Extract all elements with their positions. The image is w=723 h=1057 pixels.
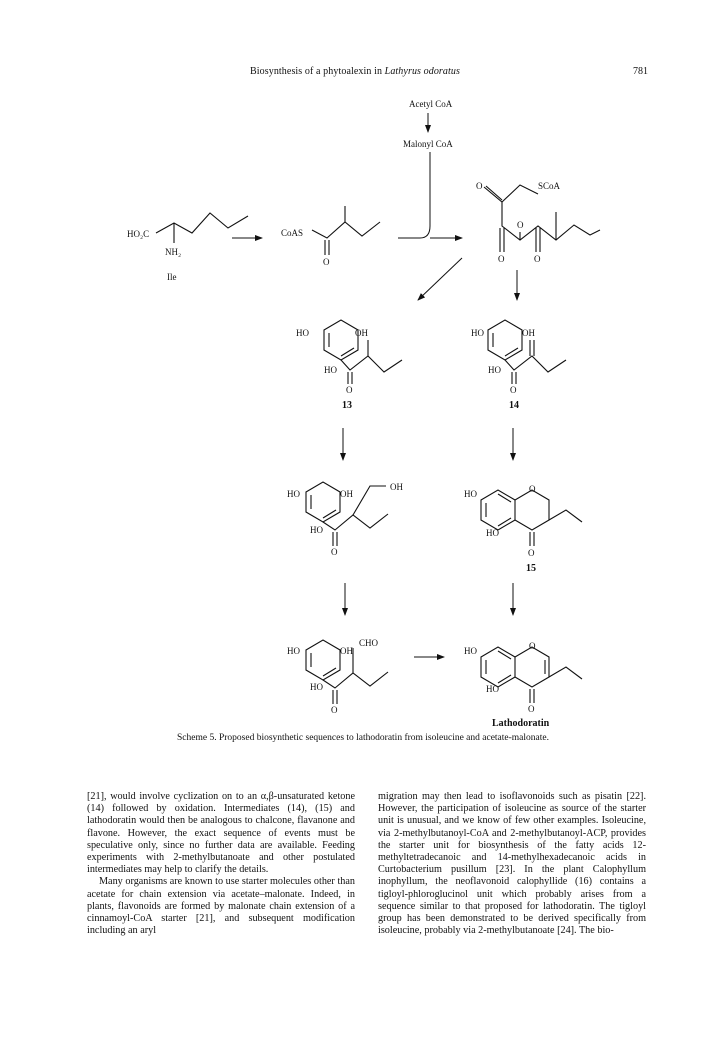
svg-text:HO: HO: [488, 365, 501, 375]
svg-text:HO: HO: [471, 328, 484, 338]
lathodoratin-structure: [464, 641, 582, 714]
svg-text:Ile: Ile: [167, 272, 177, 282]
svg-text:OH: OH: [522, 328, 535, 338]
svg-text:HO: HO: [464, 646, 477, 656]
page-number: 781: [633, 66, 648, 77]
lathodoratin-label: Lathodoratin: [492, 718, 550, 729]
svg-text:O: O: [498, 254, 505, 264]
compound-13-label: 13: [342, 400, 352, 411]
svg-text:OH: OH: [390, 482, 403, 492]
svg-text:HO: HO: [486, 528, 499, 538]
svg-text:HO: HO: [287, 646, 300, 656]
svg-text:HO: HO: [296, 328, 309, 338]
svg-text:HO: HO: [310, 682, 323, 692]
svg-text:O: O: [331, 705, 338, 715]
svg-text:O: O: [534, 254, 541, 264]
svg-text:HO₂C: HO₂C: [127, 229, 150, 239]
running-header-species: Lathyrus odoratus: [384, 66, 460, 77]
compound-14-label: 14: [509, 400, 519, 411]
running-header-text: Biosynthesis of a phytoalexin in: [249, 66, 385, 77]
arrow-to-13: [418, 258, 462, 300]
acetyl-coa-label: Acetyl CoA: [409, 99, 453, 109]
methylbutanoyl-coa-structure: [281, 206, 380, 267]
aldehyde-intermediate-structure: [287, 638, 388, 715]
compound-15-label: 15: [526, 563, 536, 574]
svg-text:CoAS: CoAS: [281, 228, 304, 238]
svg-text:HO: HO: [324, 365, 337, 375]
hydroxy-intermediate-structure: [287, 482, 403, 557]
svg-text:O: O: [517, 220, 524, 230]
svg-text:O: O: [528, 704, 535, 714]
compound-15-structure: [464, 484, 582, 558]
svg-text:NH₂: NH₂: [165, 247, 182, 257]
paragraph: Many organisms are known to use starter molecules other than acetate for chain extension via acetate–malonate. Indeed, in plants, flavonoids are formed by malonate chain extension of a cinnamoyl-CoA starter [21], and subsequent modification including an aryl: [87, 876, 355, 937]
paragraph: [21], would involve cyclization on to an α,β-unsaturated ketone (14) followed by oxidation. Intermediates (14), (15) and lathodoratin would then be analogous to chalcone, flavanone and flavone. However, the exact sequence of events must be speculative only, since no further data are available. Feeding experiments with 2-methylbutanoate and other postulated intermediates may help to clarify the details.: [87, 791, 355, 876]
compound-13-structure: [296, 320, 402, 395]
arrow-condensation: [398, 152, 430, 238]
body-column-right: [378, 791, 646, 937]
isoleucine-structure: [127, 213, 248, 282]
paragraph: migration may then lead to isoflavonoids such as pisatin [22]. However, the participation of isoleucine as source of the starter unit is unusual, and we know of few other examples. Isoleucine, via 2-methylbutanoyl-CoA and 2-methylbutanoyl-ACP, provides the starter unit for biosynthesis of the fatty acids 12-methyltetradecanoic and 14-methylhexadecanoic acids in Curtobacterium pusillum [23]. In the plant Calophyllum inophyllum, the neoflavonoid calophyllide (16) contains a tigloyl-phloroglucinol unit which probably arises from a sequence similar to that proposed for lathodoratin. The tigloyl group has been demonstrated to be derived specifically from isoleucine, probably via 2-methylbutanoate [24]. The bio-: [378, 791, 646, 937]
svg-text:O: O: [323, 257, 330, 267]
body-column-left: [87, 791, 355, 937]
svg-text:SCoA: SCoA: [538, 181, 561, 191]
svg-text:O: O: [346, 385, 353, 395]
svg-text:O: O: [529, 641, 536, 651]
compound-14-structure: [471, 320, 566, 395]
svg-text:O: O: [331, 547, 338, 557]
svg-text:CHO: CHO: [359, 638, 379, 648]
malonyl-coa-label: Malonyl CoA: [403, 139, 453, 149]
svg-text:O: O: [529, 484, 536, 494]
polyketide-intermediate-structure: [476, 181, 600, 264]
svg-text:OH: OH: [355, 328, 368, 338]
svg-text:HO: HO: [287, 489, 300, 499]
scheme-caption: Scheme 5. Proposed biosynthetic sequences to lathodoratin from isoleucine and acetate-malonate.: [177, 733, 549, 743]
svg-text:O: O: [510, 385, 517, 395]
svg-text:HO: HO: [310, 525, 323, 535]
svg-text:O: O: [476, 181, 483, 191]
svg-text:OH: OH: [340, 646, 353, 656]
svg-text:OH: OH: [340, 489, 353, 499]
svg-text:HO: HO: [486, 684, 499, 694]
svg-text:HO: HO: [464, 489, 477, 499]
svg-text:O: O: [528, 548, 535, 558]
